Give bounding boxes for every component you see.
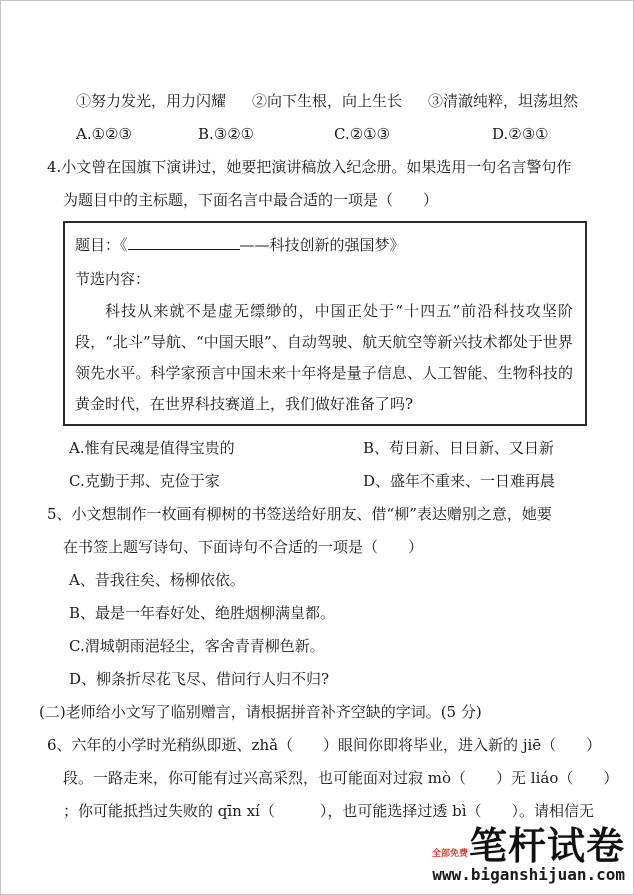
free-badge: 全部免费 [431,848,468,859]
q3-statement-1: ①努力发光，用力闪耀 [76,92,227,110]
q4-choice-c: C.克勤于邦、克俭于家 [69,472,220,490]
q6-line-3: ；你可能抵挡过失败的 qīn xí（ ），也可能选择过透 bì（ ）。请相信无 [63,802,595,820]
q4-choice-b: B、苟日新、日日新、又日新 [363,439,555,457]
q4-choice-d: D、盛年不重来、一日难再晨 [363,472,556,490]
q4-stem-line-1: 4.小文曾在国旗下演讲过，她要把演讲稿放入纪念册。如果选用一句名言警句作 [47,158,572,176]
watermark-brand-row [431,823,625,868]
q4-box-title-suffix: ——科技创新的强国梦》 [239,236,405,254]
q4-choice-a: A.惟有民魂是值得宝贵的 [69,439,235,457]
q4-stem-line-2: 为题目中的主标题，下面名言中最合适的一项是（ ） [63,191,439,209]
q6-line-1: 6、六年的小学时光稍纵即逝、zhǎ（ ）眼间你即将毕业，进入新的 jiē（ ） [47,736,602,754]
q4-box-excerpt-label: 节选内容： [75,270,151,288]
q4-box-title-prefix: 题目：《 [75,236,128,254]
watermark-logo [431,823,625,884]
q5-choice-d: D、柳条折尽花飞尽、借问行人归不归? [69,670,330,688]
title-blank-underline [128,234,240,250]
q3-choice-d: D.②③① [492,125,549,143]
brand-name: 笔杆试卷 [468,823,625,868]
q5-choice-c: C.渭城朝雨浥轻尘，客舍青青柳色新。 [69,637,325,655]
section-2-heading: (二)老师给小文写了临别赠言，请根据拼音补齐空缺的字词。(5 分) [39,703,482,721]
q3-choice-a: A.①②③ [76,125,132,143]
q3-statement-3: ③清澈纯粹，坦荡坦然 [428,92,579,110]
q5-stem-line-1: 5、小文想制作一枚画有柳树的书签送给好朋友、借“柳”表达赠别之意，她要 [47,505,552,523]
q5-choice-a: A、昔我往矣、杨柳依依。 [69,571,245,589]
exam-content [39,85,619,828]
q3-statements [39,85,587,118]
q4-choices-row-1 [39,432,587,465]
q5-choice-b: B、最是一年春好处、绝胜烟柳满皇都。 [69,604,336,622]
brand-url: www.biganshijuan.com [432,864,625,884]
q3-choice-b: B.③②① [198,125,255,143]
q5-stem-line-2: 在书签上题写诗句、下面诗句不合适的一项是（ ） [63,538,424,556]
q4-excerpt-box [63,221,587,426]
q3-choices [39,118,587,151]
q4-choices-row-2 [39,465,587,498]
q3-statement-2: ②向下生根，向上生长 [252,92,403,110]
q6-line-2: 段。一路走来，你可能有过兴高采烈，也可能面对过寂 mò（ ）无 liáo（ ） [63,769,619,787]
q3-choice-c: C.②①③ [334,125,391,143]
q4-box-title-line [75,228,573,262]
q4-box-excerpt-text: 科技从来就不是虚无缥缈的，中国正处于“十四五”前沿科技攻坚阶段，“北斗”导航、“中国天眼”、自动驾驶、航天航空等新兴技术都处于世界领先水平。科学家预言中国未来十年将是量子信息、人工智能、生物科技的黄金时代，在世界科技赛道上，我们做好准备了吗? [75,302,573,413]
